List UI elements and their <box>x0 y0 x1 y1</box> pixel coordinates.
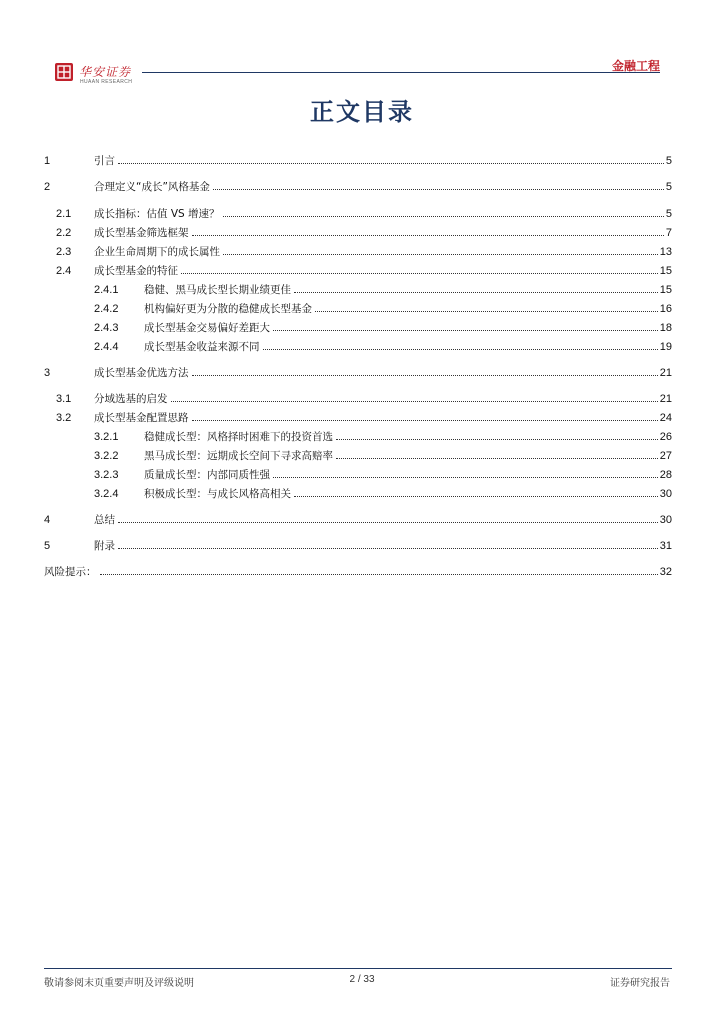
toc-entry-page: 13 <box>659 246 672 258</box>
toc-entry-number: 2.4 <box>56 265 72 277</box>
toc-entry-title: 质量成长型：内部同质性强 <box>144 469 270 481</box>
toc-entry-title: 稳健成长型：风格择时困难下的投资首选 <box>144 431 333 443</box>
toc-entry-page: 32 <box>659 566 672 578</box>
toc-entry[interactable] <box>44 205 672 221</box>
toc-entry-title: 引言 <box>94 155 115 167</box>
toc-entry[interactable] <box>44 178 672 194</box>
toc-entry-page: 30 <box>659 488 672 500</box>
toc-entry[interactable] <box>44 563 672 579</box>
toc-entry-number: 4 <box>44 514 51 526</box>
toc-entry[interactable] <box>44 338 672 354</box>
toc-entry-number: 2.4.3 <box>94 322 119 334</box>
toc-dot-leader <box>273 477 658 478</box>
toc-entry-page: 15 <box>659 265 672 277</box>
toc-entry-page: 26 <box>659 431 672 443</box>
toc-entry[interactable] <box>44 447 672 463</box>
toc-entry-title: 成长型基金交易偏好差距大 <box>144 322 270 334</box>
toc-entry-number: 2.4.2 <box>94 303 119 315</box>
logo-chinese-name: 华安证券 <box>79 65 132 79</box>
toc-entry-title: 分域选基的启发 <box>94 393 168 405</box>
toc-dot-leader <box>336 439 658 440</box>
report-type: 证券研究报告 <box>610 978 670 989</box>
toc-entry[interactable] <box>44 262 672 278</box>
toc-dot-leader <box>273 330 658 331</box>
toc-entry-number: 2.4.4 <box>94 341 119 353</box>
toc-entry-number: 3.2.2 <box>94 450 119 462</box>
toc-dot-leader <box>181 273 658 274</box>
toc-entry[interactable] <box>44 319 672 335</box>
toc-entry[interactable] <box>44 409 672 425</box>
page-header <box>0 0 724 90</box>
toc-entry-number: 2.2 <box>56 227 72 239</box>
toc-entry-number: 3.2.4 <box>94 488 119 500</box>
page-indicator: 2 / 33 <box>349 974 375 985</box>
toc-dot-leader <box>263 349 658 350</box>
toc-entry[interactable] <box>44 428 672 444</box>
company-logo-icon <box>55 63 73 81</box>
toc-dot-leader <box>213 189 664 190</box>
toc-entry[interactable] <box>44 152 672 168</box>
section-tag: 金融工程 <box>611 59 660 73</box>
toc-entry-page: 21 <box>659 393 672 405</box>
toc-entry-title: 企业生命周期下的成长属性 <box>94 246 220 258</box>
toc-entry-title: 成长型基金配置思路 <box>94 412 189 424</box>
toc-entry-number: 1 <box>44 155 51 167</box>
toc-dot-leader <box>223 254 658 255</box>
toc-dot-leader <box>192 375 658 376</box>
toc-entry-title: 附录 <box>94 540 115 552</box>
toc-dot-leader <box>294 496 658 497</box>
toc-entry-title: 成长型基金收益来源不同 <box>144 341 260 353</box>
toc-entry-title: 成长指标：估值 VS 增速？ <box>94 208 220 220</box>
toc-dot-leader <box>118 548 658 549</box>
toc-entry-page: 16 <box>659 303 672 315</box>
toc-entry-number: 5 <box>44 540 51 552</box>
footer-divider <box>44 968 672 969</box>
toc-entry-page: 19 <box>659 341 672 353</box>
toc-entry-number: 2.4.1 <box>94 284 119 296</box>
toc-entry-title: 合理定义“成长”风格基金 <box>94 181 210 193</box>
toc-entry-page: 15 <box>659 284 672 296</box>
toc-entry-title: 积极成长型：与成长风格高相关 <box>144 488 291 500</box>
toc-entry[interactable] <box>44 485 672 501</box>
toc-dot-leader <box>192 420 658 421</box>
toc-entry-number: 2.3 <box>56 246 72 258</box>
toc-entry-number: 3.2 <box>56 412 72 424</box>
toc-dot-leader <box>171 401 658 402</box>
toc-dot-leader <box>315 311 658 312</box>
toc-entry[interactable] <box>44 281 672 297</box>
logo-english-name: HUAAN RESEARCH <box>80 79 133 85</box>
toc-entry[interactable] <box>44 390 672 406</box>
toc-dot-leader <box>100 574 658 575</box>
toc-entry-title: 风险提示： <box>44 566 97 578</box>
toc-entry-title: 总结 <box>94 514 115 526</box>
toc-entry[interactable] <box>44 300 672 316</box>
toc-dot-leader <box>223 216 664 217</box>
header-divider <box>142 72 660 73</box>
page-title: 正文目录 <box>310 97 414 126</box>
toc-entry[interactable] <box>44 224 672 240</box>
toc-entry[interactable] <box>44 511 672 527</box>
toc-entry-page: 7 <box>665 227 672 239</box>
toc-entry[interactable] <box>44 364 672 380</box>
toc-entry-number: 3.2.3 <box>94 469 119 481</box>
toc-entry[interactable] <box>44 243 672 259</box>
toc-dot-leader <box>336 458 658 459</box>
toc-entry-number: 3.1 <box>56 393 72 405</box>
toc-entry-number: 2 <box>44 181 51 193</box>
toc-dot-leader <box>294 292 658 293</box>
toc-entry-title: 成长型基金筛选框架 <box>94 227 189 239</box>
toc-entry-page: 28 <box>659 469 672 481</box>
toc-entry[interactable] <box>44 537 672 553</box>
toc-entry-number: 3 <box>44 367 51 379</box>
toc-entry-page: 5 <box>665 181 672 193</box>
toc-entry-page: 21 <box>659 367 672 379</box>
toc-dot-leader <box>118 522 658 523</box>
toc-entry-number: 3.2.1 <box>94 431 119 443</box>
toc-entry-page: 24 <box>659 412 672 424</box>
toc-dot-leader <box>118 163 664 164</box>
toc-entry-number: 2.1 <box>56 208 72 220</box>
toc-entry-page: 27 <box>659 450 672 462</box>
toc-dot-leader <box>192 235 664 236</box>
toc-entry-title: 稳健、黑马成长型长期业绩更佳 <box>144 284 291 296</box>
toc-entry-title: 成长型基金的特征 <box>94 265 178 277</box>
toc-entry-title: 成长型基金优选方法 <box>94 367 189 379</box>
toc-entry-page: 5 <box>665 155 672 167</box>
toc-entry-title: 黑马成长型：远期成长空间下寻求高赔率 <box>144 450 333 462</box>
footer-disclaimer: 敬请参阅末页重要声明及评级说明 <box>44 978 194 989</box>
toc-entry-title: 机构偏好更为分散的稳健成长型基金 <box>144 303 312 315</box>
toc-entry-page: 5 <box>665 208 672 220</box>
toc-entry[interactable] <box>44 466 672 482</box>
toc-entry-page: 30 <box>659 514 672 526</box>
toc-entry-page: 31 <box>659 540 672 552</box>
toc-entry-page: 18 <box>659 322 672 334</box>
